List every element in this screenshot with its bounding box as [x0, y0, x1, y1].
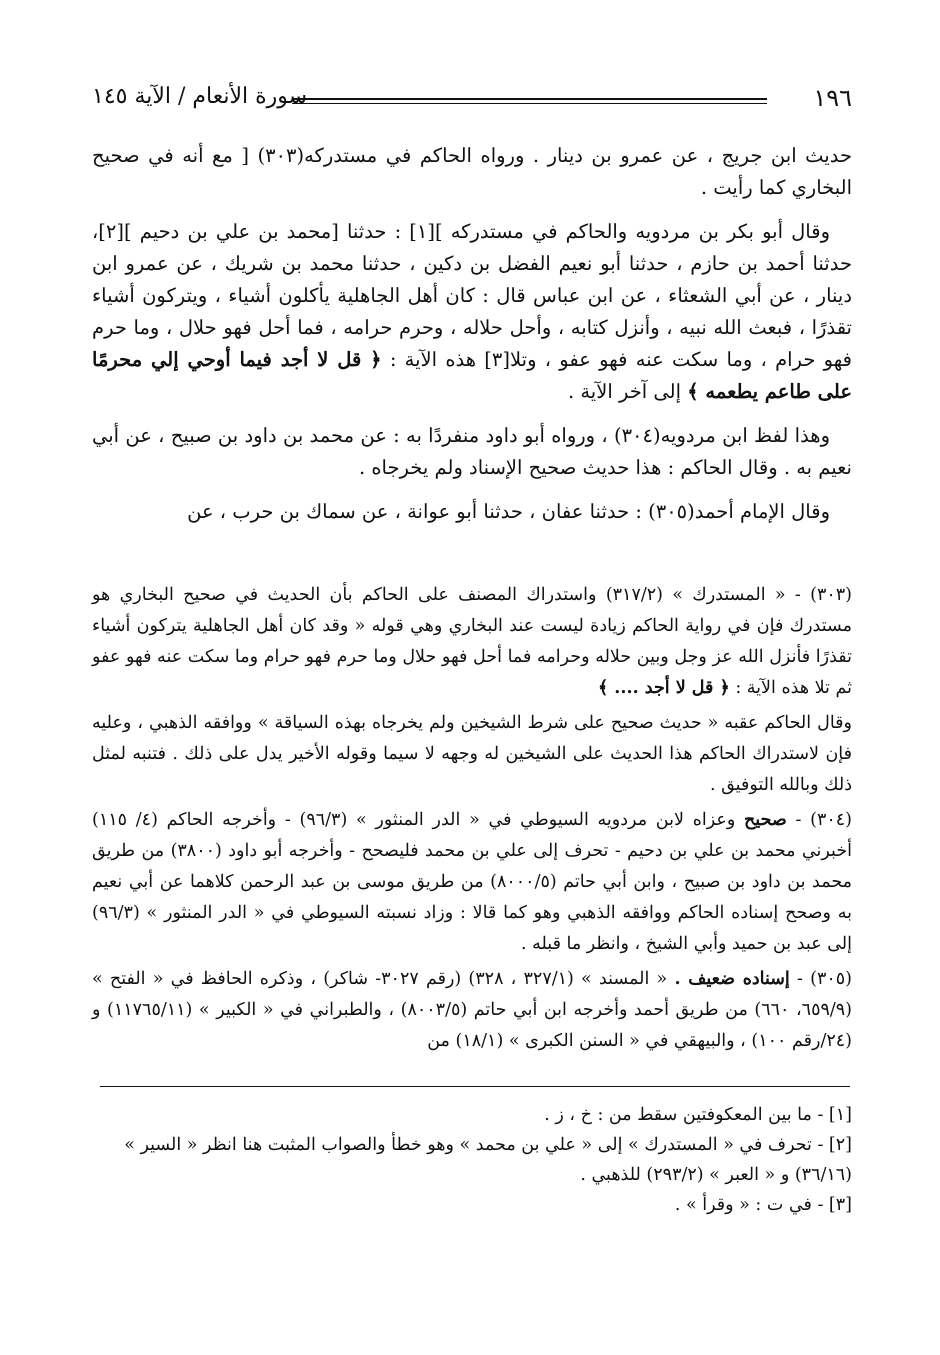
footnote-text: « المسند » (٣٢٧/١ ، ٣٢٨) (رقم ٣٠٢٧- شاكر) ، وذكره الحافظ في « الفتح » (٦٥٩/٩، ٦٦٠) من طريق أحمد وأخرجه ابن أبي حاتم (٨٠٠٣/٥) ، والطبراني في « الكبير » (١١٧٦٥/١١) و (٢٤/رقم ١٠٠) ، والبيهقي في « السنن الكبرى » (١٨/١) من [92, 969, 852, 1051]
footnote-text: (٣٠٣) - « المستدرك » (٣١٧/٢) واستدراك المصنف على الحاكم بأن الحديث في صحيح البخاري هو مستدرك فإن في رواية الحاكم زيادة ليست عند البخاري وهي قوله « وقد كان أهل الجاهلية يتركون أشياء تقذرًا فأنزل الله عز وجل وبين حلاله وحرامه فما أحل فهو حلال وما حرم فهو حرام وما سكت عنه فهو عفو ثم تلا هذه الآية : [92, 585, 852, 698]
paragraph: حديث ابن جريج ، عن عمرو بن دينار . ورواه الحاكم في مستدركه(٣٠٣) [ مع أنه في صحيح البخاري كما رأيت . [92, 144, 852, 199]
hadith-grade: إسناده ضعيف . [674, 969, 790, 989]
paragraph: وقال الإمام أحمد(٣٠٥) : حدثنا عفان ، حدثنا أبو عوانة ، عن سماك بن حرب ، عن [187, 500, 830, 523]
footnote-label: (٣٠٤) - [795, 810, 852, 830]
quran-verse: ﴿ قل لا أجد فيما أوحي إلي محرمًا على طاعم يطعمه ﴾ [92, 348, 852, 403]
hadith-grade: صحيح [744, 810, 787, 830]
footnote-303 [92, 580, 852, 704]
footnote-305 [92, 964, 852, 1057]
footnote-label: (٣٠٥) - [797, 969, 852, 989]
footnotes [92, 580, 852, 1061]
editor-note-1: [١] - ما بين المعكوفتين سقط من : خ ، ز . [544, 1105, 852, 1125]
footnote-303-continued: وقال الحاكم عقبه « حديث صحيح على شرط الشيخين ولم يخرجاه بهذه السياقة » ووافقه الذهبي ، وعليه فإن لاستدراك الحاكم هذا الحديث على الشيخين له وجهه لا سيما وقوله الأخير يدل على ذلك . فتنبه لمثل ذلك وبالله التوفيق . [92, 713, 852, 795]
page-number: ١٩٦ [813, 84, 852, 112]
paragraph: وهذا لفظ ابن مردويه(٣٠٤) ، ورواه أبو داود منفردًا به : عن محمد بن داود بن صبيح ، عن أبي نعيم به . وقال الحاكم : هذا حديث صحيح الإسناد ولم يخرجاه . [92, 424, 852, 479]
editor-note-2: [٢] - تحرف في « المستدرك » إلى « علي بن محمد » وهو خطأ والصواب المثبت هنا انظر « السير » (٣٦/١٦) و « العبر » (٢٩٣/٢) للذهبي . [124, 1135, 852, 1185]
footnote-text: وعزاه لابن مردويه السيوطي في « الدر المنثور » (٩٦/٣) - وأخرجه الحاكم (٤/ ١١٥) أخبرني محمد بن علي بن دحيم - تحرف إلى علي بن محمد فليصحح - وأخرجه أبو داود (٣٨٠٠) من طريق محمد بن داود بن صبيح ، وابن أبي حاتم (٨٠٠٠/٥) من طريق موسى بن عبد الرحمن كلاهما عن أبي نعيم به وصحح إسناده الحاكم ووافقه الذهبي وهو كما قالا : وزاد نسبته السيوطي في « الدر المنثور » (٩٦/٣) إلى عبد بن حميد وأبي الشيخ ، وانظر ما قبله . [92, 810, 852, 954]
quran-verse: ﴿ قل لا أجد .... ﴾ [597, 678, 730, 698]
running-title: سورة الأنعام / الآية ١٤٥ [92, 84, 308, 109]
editor-note-3: [٣] - في ت : « وقرأ » . [674, 1195, 852, 1215]
editor-notes [92, 1100, 852, 1220]
paragraph-text: وقال أبو بكر بن مردويه والحاكم في مستدركه ][١] : حدثنا [محمد بن علي بن دحيم ][٢]، حدثنا أحمد بن حازم ، حدثنا أبو نعيم الفضل بن دكين ، حدثنا محمد بن شريك ، عن عمرو ابن دينار ، عن أبي الشعثاء ، عن ابن عباس قال : كان أهل الجاهلية يأكلون أشياء ، ويتركون أشياء تقذرًا ، فبعث الله نبيه ، وأنزل كتابه ، وأحل حلاله ، وحرم حرامه ، فما أحل فهو حلال ، وما حرم فهو حرام ، وما سكت عنه فهو عفو ، وتلا[٣] هذه الآية : [92, 220, 853, 371]
notes-separator [100, 1086, 850, 1087]
header-rule [292, 98, 767, 104]
footnote-304 [92, 805, 852, 960]
paragraph-text: إلى آخر الآية . [567, 380, 682, 403]
page-header [92, 84, 852, 124]
paragraph [92, 216, 852, 408]
main-text [92, 140, 852, 540]
